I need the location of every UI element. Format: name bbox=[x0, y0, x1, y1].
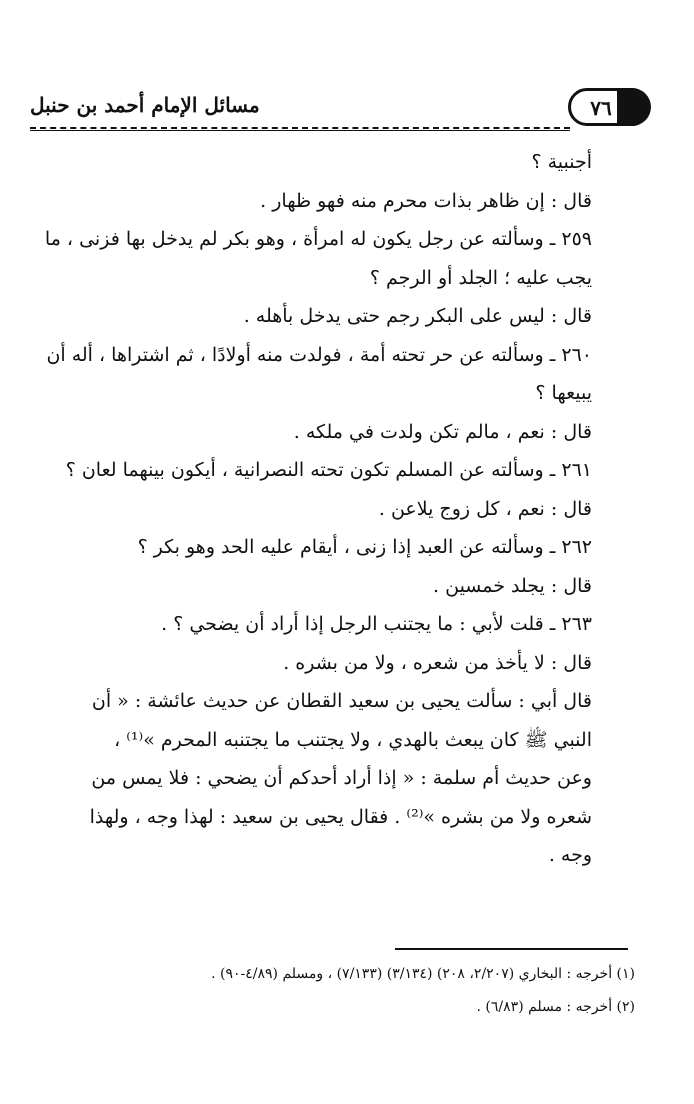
text-line: النبي ﷺ كان يبعث بالهدي ، ولا يجتنب ما يجتنبه المحرم »⁽¹⁾ ، bbox=[114, 728, 592, 751]
header-divider bbox=[30, 127, 570, 131]
text-line: قال : نعم ، مالم تكن ولدت في ملكه . bbox=[293, 420, 592, 443]
page-number-cap bbox=[617, 88, 651, 126]
question-260: ٢٦٠ ـ وسألته عن حر تحته أمة ، فولدت منه أولادًا ، ثم اشتراها ، أله أن bbox=[46, 343, 592, 366]
text-line: قال : نعم ، كل زوج يلاعن . bbox=[378, 497, 592, 520]
text-line: وجه . bbox=[548, 844, 592, 866]
text-line: وعن حديث أم سلمة : « إذا أراد أحدكم أن يضحي : فلا يمس من bbox=[91, 767, 592, 789]
question-263: ٢٦٣ ـ قلت لأبي : ما يجتنب الرجل إذا أراد أن يضحي ؟ . bbox=[161, 613, 592, 635]
question-262: ٢٦٢ ـ وسألته عن العبد إذا زنى ، أيقام عليه الحد وهو بكر ؟ bbox=[137, 536, 592, 558]
text-line: يجب عليه ؛ الجلد أو الرجم ؟ bbox=[369, 266, 592, 289]
text-line: قال أبي : سألت يحيى بن سعيد القطان عن حديث عائشة : « أن bbox=[91, 690, 592, 712]
page-header bbox=[30, 88, 640, 132]
footnotes bbox=[35, 958, 635, 1024]
text-line: أجنبية ؟ bbox=[531, 151, 592, 173]
text-line: قال : يجلد خمسين . bbox=[433, 574, 592, 597]
question-259: ٢٥٩ ـ وسألته عن رجل يكون له امرأة ، وهو بكر لم يدخل بها فزنى ، ما bbox=[44, 228, 592, 250]
main-text bbox=[35, 143, 592, 875]
page-number-badge bbox=[568, 88, 650, 126]
footnote-1: (١) أخرجه : البخاري (٢/٢٠٧، ٢٠٨) (٣/١٣٤) (٧/١٣٣) ، ومسلم (٤/٨٩-٩٠) . bbox=[211, 966, 635, 982]
text-line: شعره ولا من بشره »⁽²⁾ . فقال يحيى بن سعيد : لهذا وجه ، ولهذا bbox=[89, 805, 592, 828]
running-title: مسائل الإمام أحمد بن حنبل bbox=[30, 93, 260, 117]
text-line: قال : إن ظاهر بذات محرم منه فهو ظهار . bbox=[260, 189, 592, 212]
footnote-2: (٢) أخرجه : مسلم (٦/٨٣) . bbox=[476, 999, 635, 1015]
footnote-divider bbox=[395, 948, 628, 950]
text-line: قال : لا يأخذ من شعره ، ولا من بشره . bbox=[283, 651, 592, 674]
question-261: ٢٦١ ـ وسألته عن المسلم تكون تحته النصرانية ، أيكون بينهما لعان ؟ bbox=[65, 459, 592, 481]
page-number: ٧٦ bbox=[590, 96, 612, 120]
text-line: قال : ليس على البكر رجم حتى يدخل بأهله . bbox=[243, 305, 592, 327]
text-line: يبيعها ؟ bbox=[535, 382, 592, 404]
